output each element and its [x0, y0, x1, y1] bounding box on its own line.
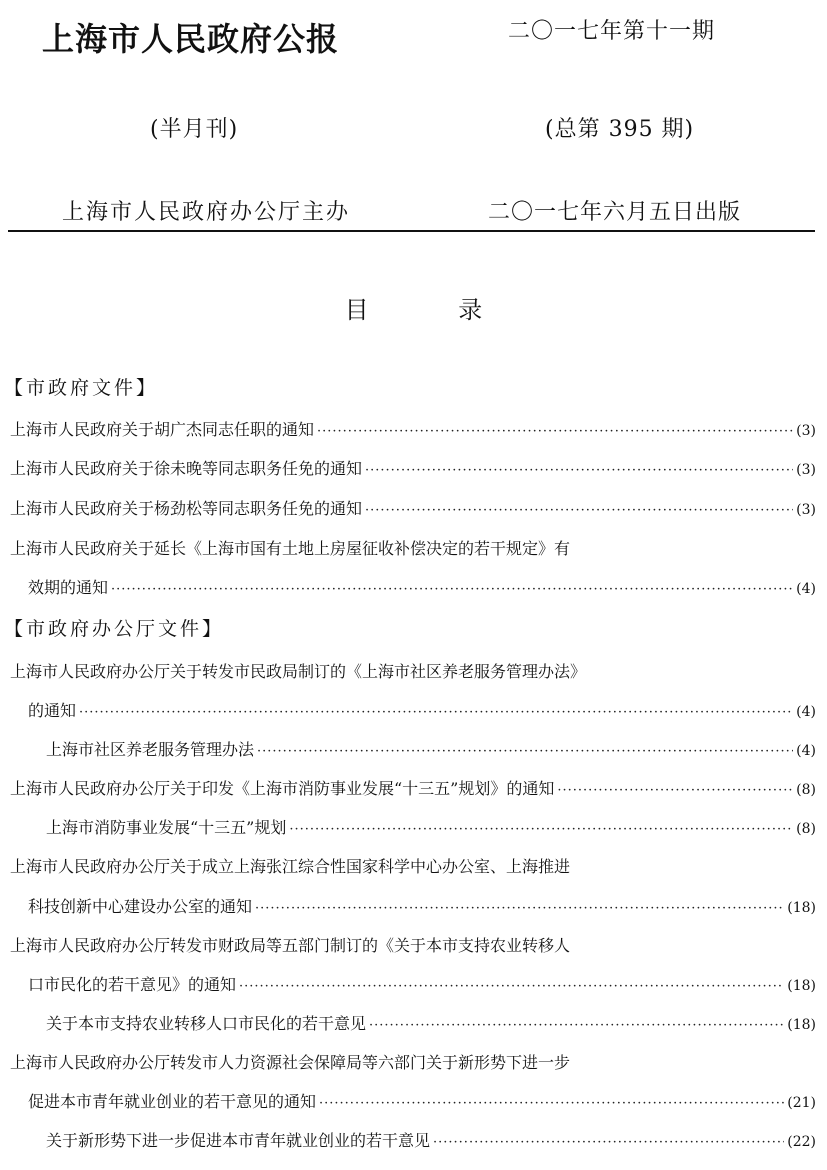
- toc-entry-title-continued: 口市民化的若干意见》的通知: [28, 975, 237, 994]
- toc-leader-dots: [557, 783, 793, 798]
- toc-entry-title: 上海市人民政府关于杨劲松等同志职务任免的通知: [10, 499, 363, 518]
- issue-number: 二〇一七年第十一期: [508, 19, 716, 44]
- toc-entry-title-continued: 效期的通知: [28, 578, 109, 597]
- toc-page-number: (18): [787, 900, 816, 916]
- toc-entry-title[interactable]: 上海市人民政府办公厅转发市人力资源社会保障局等六部门关于新形势下进一步: [10, 1053, 571, 1072]
- toc-page-number: (22): [787, 1134, 816, 1150]
- toc-leader-dots: [255, 901, 784, 916]
- toc-entry[interactable]: [10, 456, 816, 482]
- toc-page-number: (18): [787, 1017, 816, 1033]
- toc-entry[interactable]: [46, 1128, 816, 1154]
- toc-leader-dots: [289, 822, 793, 837]
- toc-entry-title[interactable]: 上海市人民政府办公厅转发市财政局等五部门制订的《关于本市支持农业转移人: [10, 936, 571, 955]
- toc-page-number: (18): [787, 978, 816, 994]
- toc-page-number: (21): [787, 1095, 816, 1111]
- toc-page-number: (4): [796, 581, 816, 597]
- toc-page-number: (3): [796, 502, 816, 518]
- toc-entry-title: 关于本市支持农业转移人口市民化的若干意见: [46, 1014, 367, 1033]
- toc-entry[interactable]: [28, 698, 816, 724]
- toc-heading: 目 录: [344, 296, 483, 324]
- toc-entry[interactable]: [10, 776, 816, 802]
- toc-leader-dots: [239, 979, 784, 994]
- total-issue-number: (总第 395 期): [545, 117, 695, 142]
- toc-page-number: (3): [796, 462, 816, 478]
- header-divider: [8, 230, 815, 232]
- toc-leader-dots: [369, 1018, 784, 1033]
- publication-frequency: (半月刊): [150, 117, 239, 142]
- toc-leader-dots: [365, 463, 793, 478]
- toc-page-number: (8): [796, 782, 816, 798]
- toc-entry-title: 关于新形势下进一步促进本市青年就业创业的若干意见: [46, 1131, 431, 1150]
- toc-page-number: (3): [796, 423, 816, 439]
- toc-entry-title-continued: 促进本市青年就业创业的若干意见的通知: [28, 1092, 317, 1111]
- toc-leader-dots: [317, 424, 793, 439]
- toc-entry-title: 上海市社区养老服务管理办法: [46, 740, 255, 759]
- toc-entry[interactable]: [46, 1011, 816, 1037]
- toc-entry[interactable]: [46, 737, 816, 763]
- toc-entry-title[interactable]: 上海市人民政府关于延长《上海市国有土地上房屋征收补偿决定的若干规定》有: [10, 539, 571, 558]
- toc-entry-title[interactable]: 上海市人民政府办公厅关于成立上海张江综合性国家科学中心办公室、上海推进: [10, 857, 571, 876]
- toc-leader-dots: [365, 503, 793, 518]
- toc-entry-title: 上海市消防事业发展“十三五”规划: [46, 818, 287, 837]
- toc-entry[interactable]: [10, 417, 816, 443]
- toc-entry[interactable]: [28, 894, 816, 920]
- toc-entry-title: 上海市人民政府关于徐未晚等同志职务任免的通知: [10, 459, 363, 478]
- toc-entry-title-continued: 科技创新中心建设办公室的通知: [28, 897, 253, 916]
- toc-entry-title: 上海市人民政府办公厅关于印发《上海市消防事业发展“十三五”规划》的通知: [10, 779, 555, 798]
- toc-leader-dots: [433, 1135, 784, 1150]
- toc-section-title: 【市政府办公厅文件】: [4, 618, 225, 640]
- publication-title: 上海市人民政府公报: [42, 20, 340, 58]
- toc-entry-title: 上海市人民政府关于胡广杰同志任职的通知: [10, 420, 315, 439]
- toc-section-title: 【市政府文件】: [4, 377, 159, 399]
- sponsor-line: 上海市人民政府办公厅主办: [62, 200, 351, 225]
- publish-date: 二〇一七年六月五日出版: [488, 200, 742, 225]
- toc-entry[interactable]: [28, 575, 816, 601]
- toc-leader-dots: [257, 744, 793, 759]
- toc-entry[interactable]: [10, 496, 816, 522]
- toc-page-number: (4): [796, 704, 816, 720]
- toc-entry[interactable]: [46, 815, 816, 841]
- toc-entry[interactable]: [28, 1089, 816, 1115]
- toc-entry-title-continued: 的通知: [28, 701, 77, 720]
- toc-page-number: (8): [796, 821, 816, 837]
- toc-page-number: (4): [796, 743, 816, 759]
- toc-leader-dots: [319, 1096, 784, 1111]
- toc-entry[interactable]: [28, 972, 816, 998]
- toc-entry-title[interactable]: 上海市人民政府办公厅关于转发市民政局制订的《上海市社区养老服务管理办法》: [10, 662, 587, 681]
- toc-leader-dots: [79, 705, 793, 720]
- toc-leader-dots: [111, 582, 793, 597]
